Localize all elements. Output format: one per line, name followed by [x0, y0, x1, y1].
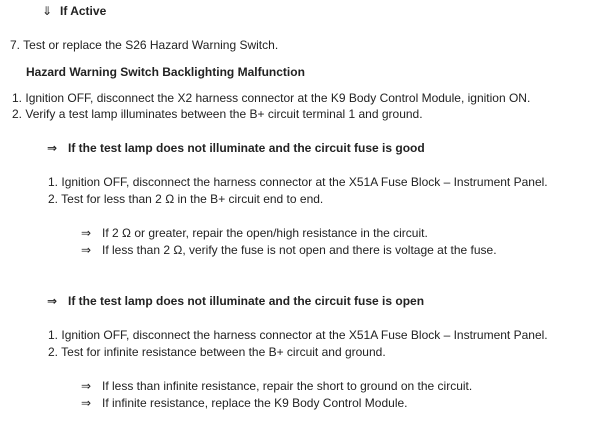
branch-open-result-2	[76, 396, 408, 411]
branch-open-title: If the test lamp does not illuminate and the circuit fuse is open	[68, 294, 425, 308]
branch-good-result-1	[76, 226, 428, 241]
result-text: If infinite resistance, replace the K9 Body Control Module.	[102, 396, 408, 410]
step-text: Verify a test lamp illuminates between the B+ circuit terminal 1 and ground.	[25, 107, 423, 121]
right-double-arrow-icon: ⇒	[80, 379, 92, 393]
step-text: Test for less than 2 Ω in the B+ circuit end to end.	[61, 192, 324, 206]
branch-open-step-2	[48, 345, 386, 360]
branch-good-step-1	[48, 175, 548, 190]
right-double-arrow-icon: ⇒	[46, 294, 58, 308]
if-active-label: If Active	[60, 4, 107, 18]
step-number: 1.	[48, 328, 59, 342]
step-7	[10, 38, 278, 53]
step-text: Ignition OFF, disconnect the harness connector at the X51A Fuse Block – Instrument Panel.	[61, 328, 548, 342]
step-text: Test for infinite resistance between the B+ circuit and ground.	[61, 345, 386, 359]
right-double-arrow-icon: ⇒	[46, 141, 58, 155]
branch-good-heading	[42, 141, 425, 156]
branch-good-step-2	[48, 192, 323, 207]
main-step-2	[12, 107, 423, 122]
step-number: 2.	[12, 107, 23, 121]
branch-good-result-2	[76, 243, 497, 258]
branch-open-heading	[42, 294, 424, 309]
result-text: If less than infinite resistance, repair the short to ground on the circuit.	[102, 379, 473, 393]
branch-open-result-1	[76, 379, 472, 394]
branch-good-title: If the test lamp does not illuminate and the circuit fuse is good	[68, 141, 425, 155]
step-number: 1.	[12, 91, 23, 105]
step-text: Ignition OFF, disconnect the X2 harness connector at the K9 Body Control Module, ignition ON.	[25, 91, 531, 105]
right-double-arrow-icon: ⇒	[80, 396, 92, 410]
section-title: Hazard Warning Switch Backlighting Malfunction	[26, 65, 305, 79]
branch-open-step-1	[48, 328, 548, 343]
right-double-arrow-icon: ⇒	[80, 243, 92, 257]
down-double-arrow-icon: ⇓	[42, 4, 53, 18]
step-number: 2.	[48, 192, 59, 206]
step-number: 1.	[48, 175, 59, 189]
if-active-heading	[42, 4, 106, 19]
step-number: 2.	[48, 345, 59, 359]
main-step-1	[12, 91, 530, 106]
step-text: Ignition OFF, disconnect the harness connector at the X51A Fuse Block – Instrument Panel.	[61, 175, 548, 189]
result-text: If 2 Ω or greater, repair the open/high resistance in the circuit.	[102, 226, 428, 240]
result-text: If less than 2 Ω, verify the fuse is not open and there is voltage at the fuse.	[102, 243, 497, 257]
step-number: 7.	[10, 38, 21, 52]
step-text: Test or replace the S26 Hazard Warning Switch.	[23, 38, 279, 52]
right-double-arrow-icon: ⇒	[80, 226, 92, 240]
